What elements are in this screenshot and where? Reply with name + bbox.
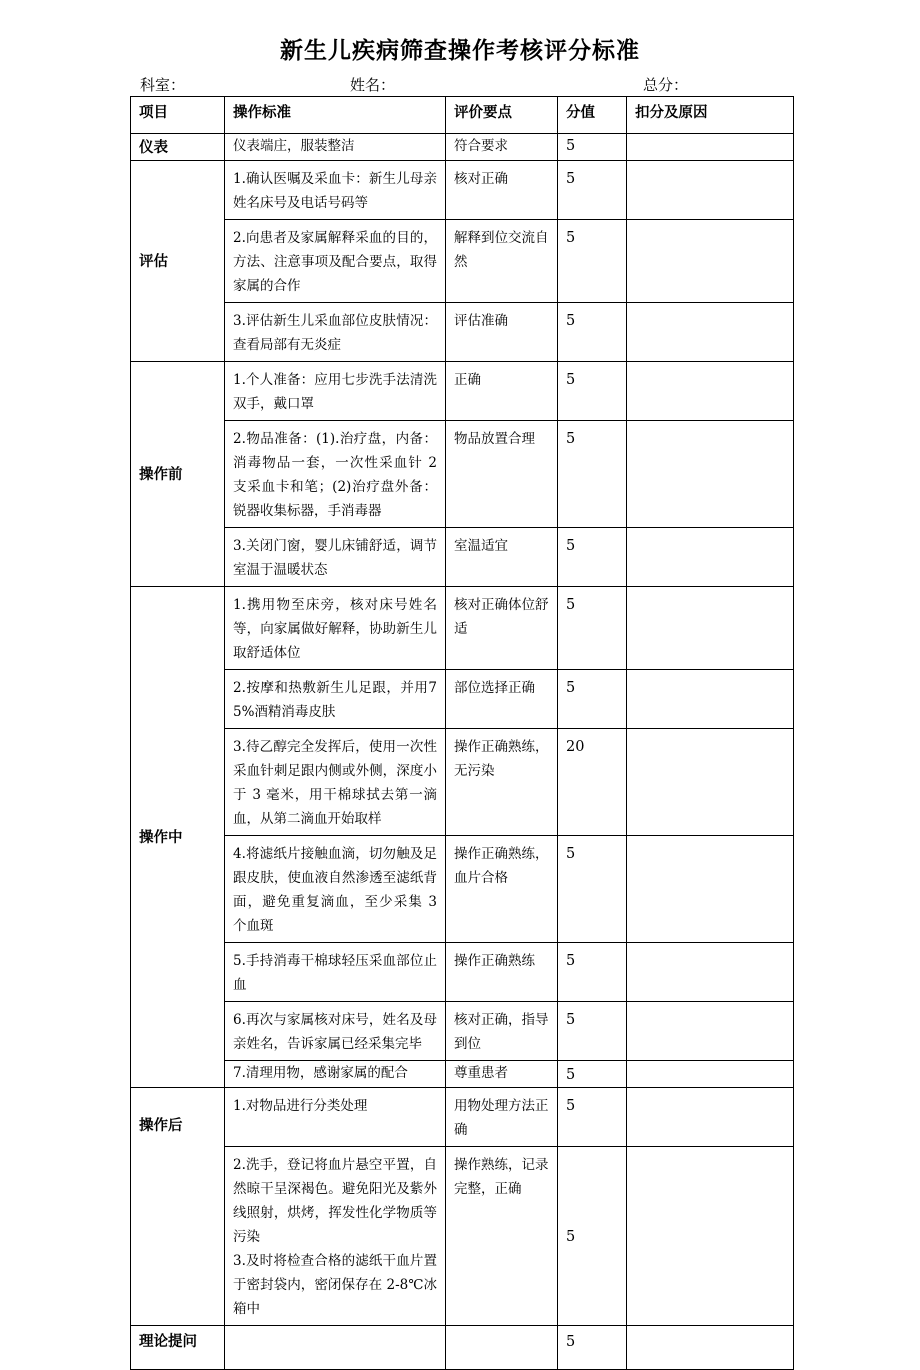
points-cell: 操作正确熟练 [446, 943, 558, 1002]
deduction-cell[interactable] [627, 161, 794, 220]
standard-cell: 6.再次与家属核对床号，姓名及母亲姓名，告诉家属已经采集完毕 [225, 1002, 446, 1061]
section-label: 理论提问 [131, 1326, 225, 1370]
deduction-cell[interactable] [627, 1147, 794, 1326]
score-cell: 5 [558, 587, 627, 670]
score-cell: 5 [558, 1326, 627, 1370]
score-cell: 5 [558, 670, 627, 729]
standard-text: 2.洗手，登记将血片悬空平置，自然晾干呈深褐色。避免阳光及紫外线照射，烘烤，挥发性化学物质等污染 [233, 1157, 437, 1245]
score-cell: 5 [558, 1147, 627, 1326]
section-label: 操作中 [131, 587, 225, 1088]
page-title: 新生儿疾病筛查操作考核评分标准 [280, 38, 640, 64]
header-item: 项目 [131, 97, 225, 134]
standard-cell: 5.手持消毒干棉球轻压采血部位止血 [225, 943, 446, 1002]
points-cell: 符合要求 [446, 134, 558, 161]
table-row [131, 303, 794, 362]
table-row [131, 1002, 794, 1061]
standard-cell: 1.对物品进行分类处理 [225, 1088, 446, 1147]
table-row [131, 134, 794, 161]
points-cell: 解释到位交流自然 [446, 220, 558, 303]
total-score-label: 总分： [643, 76, 689, 94]
standard-cell: 3.关闭门窗，婴儿床铺舒适，调节室温于温暖状态 [225, 528, 446, 587]
table-row [131, 1326, 794, 1370]
deduction-cell[interactable] [627, 587, 794, 670]
score-cell: 5 [558, 1002, 627, 1061]
table-row [131, 587, 794, 670]
points-cell: 评估准确 [446, 303, 558, 362]
standard-cell: 4.将滤纸片接触血滴，切勿触及足跟皮肤，使血液自然渗透至滤纸背面，避免重复滴血，至少采集 3 个血斑 [225, 836, 446, 943]
deduction-cell[interactable] [627, 670, 794, 729]
header-score: 分值 [558, 97, 627, 134]
points-cell: 操作正确熟练，无污染 [446, 729, 558, 836]
points-cell: 核对正确体位舒适 [446, 587, 558, 670]
deduction-cell[interactable] [627, 134, 794, 161]
score-cell: 5 [558, 161, 627, 220]
standard-text: 3.及时将检查合格的滤纸干血片置于密封袋内，密闭保存在 2-8℃冰箱中 [233, 1253, 437, 1317]
standard-cell: 2.物品准备：(1).治疗盘，内备：消毒物品一套，一次性采血针 2 支采血卡和笔；(2)治疗盘外备：锐器收集标器，手消毒器 [225, 421, 446, 528]
table-row [131, 362, 794, 421]
standard-cell [225, 1326, 446, 1370]
table-row [131, 943, 794, 1002]
table-row [131, 670, 794, 729]
header-points: 评价要点 [446, 97, 558, 134]
header-deduction: 扣分及原因 [627, 97, 794, 134]
standard-cell: 2.向患者及家属解释采血的目的，方法、注意事项及配合要点，取得家属的合作 [225, 220, 446, 303]
table-row [131, 528, 794, 587]
deduction-cell[interactable] [627, 1326, 794, 1370]
table-row [131, 836, 794, 943]
deduction-cell[interactable] [627, 528, 794, 587]
section-label: 操作前 [131, 362, 225, 587]
score-cell: 5 [558, 943, 627, 1002]
points-cell: 核对正确，指导到位 [446, 1002, 558, 1061]
section-label: 评估 [131, 161, 225, 362]
deduction-cell[interactable] [627, 943, 794, 1002]
table-row [131, 1147, 794, 1326]
standard-cell: 3.待乙醇完全发挥后，使用一次性采血针刺足跟内侧或外侧，深度小于 3 毫米，用干棉球拭去第一滴血，从第二滴血开始取样 [225, 729, 446, 836]
points-cell: 操作正确熟练，血片合格 [446, 836, 558, 943]
score-cell: 5 [558, 362, 627, 421]
section-label: 仪表 [131, 134, 225, 161]
points-cell: 物品放置合理 [446, 421, 558, 528]
deduction-cell[interactable] [627, 1061, 794, 1088]
header-row [131, 97, 794, 134]
deduction-cell[interactable] [627, 303, 794, 362]
points-cell: 正确 [446, 362, 558, 421]
score-cell: 20 [558, 729, 627, 836]
deduction-cell[interactable] [627, 1088, 794, 1147]
score-cell: 5 [558, 421, 627, 528]
scoring-table [130, 96, 794, 1370]
deduction-cell[interactable] [627, 836, 794, 943]
deduction-cell[interactable] [627, 729, 794, 836]
table-row [131, 1088, 794, 1147]
standard-cell: 1.携用物至床旁，核对床号姓名等，向家属做好解释，协助新生儿取舒适体位 [225, 587, 446, 670]
standard-cell: 仪表端庄，服装整洁 [225, 134, 446, 161]
score-cell: 5 [558, 528, 627, 587]
table-row [131, 421, 794, 528]
score-cell: 5 [558, 836, 627, 943]
points-cell: 尊重患者 [446, 1061, 558, 1088]
dept-label: 科室： [140, 76, 186, 94]
standard-cell: 7.清理用物，感谢家属的配合 [225, 1061, 446, 1088]
score-cell: 5 [558, 1061, 627, 1088]
deduction-cell[interactable] [627, 220, 794, 303]
deduction-cell[interactable] [627, 1002, 794, 1061]
standard-cell: 1.个人准备：应用七步洗手法清洗双手，戴口罩 [225, 362, 446, 421]
header-standard: 操作标准 [225, 97, 446, 134]
score-cell: 5 [558, 134, 627, 161]
standard-cell: 1.确认医嘱及采血卡：新生儿母亲姓名床号及电话号码等 [225, 161, 446, 220]
table-row [131, 161, 794, 220]
standard-cell [225, 1147, 446, 1326]
table-row [131, 1061, 794, 1088]
score-cell: 5 [558, 220, 627, 303]
points-cell: 用物处理方法正确 [446, 1088, 558, 1147]
points-cell: 部位选择正确 [446, 670, 558, 729]
score-cell: 5 [558, 1088, 627, 1147]
points-cell: 核对正确 [446, 161, 558, 220]
deduction-cell[interactable] [627, 421, 794, 528]
points-cell: 操作熟练，记录完整，正确 [446, 1147, 558, 1326]
standard-cell: 2.按摩和热敷新生儿足跟，并用75%酒精消毒皮肤 [225, 670, 446, 729]
table-row [131, 220, 794, 303]
standard-cell: 3.评估新生儿采血部位皮肤情况：查看局部有无炎症 [225, 303, 446, 362]
points-cell [446, 1326, 558, 1370]
score-cell: 5 [558, 303, 627, 362]
points-cell: 室温适宜 [446, 528, 558, 587]
name-label: 姓名： [350, 76, 396, 94]
deduction-cell[interactable] [627, 362, 794, 421]
section-label: 操作后 [131, 1088, 225, 1326]
table-row [131, 729, 794, 836]
